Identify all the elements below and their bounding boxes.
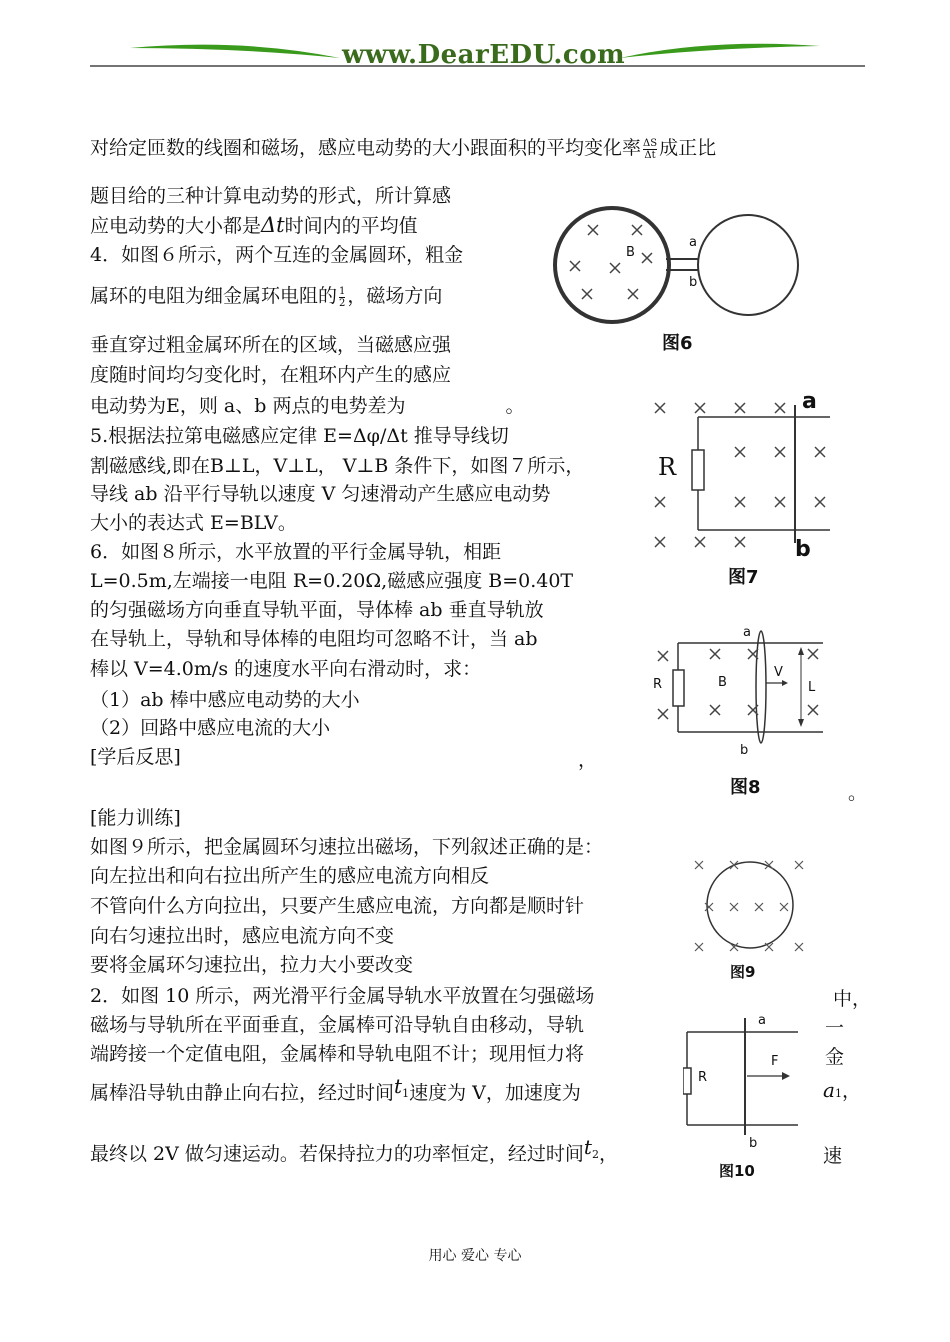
text-line: 要将金属环匀速拉出，拉力大小要改变: [90, 954, 414, 976]
field-crosses: [695, 861, 803, 951]
page-footer: 用心 爱心 专心: [428, 1248, 522, 1264]
figure-caption: 图8: [730, 777, 761, 798]
text-line: [90, 569, 573, 593]
text-line: 向左拉出和向右拉出所产生的感应电流方向相反: [90, 865, 490, 887]
text-line: 题目给的三种计算电动势的形式，所计算感: [90, 185, 452, 207]
fraction-half: [339, 286, 345, 309]
frac-num: ΔS: [643, 137, 658, 149]
label-b: b: [689, 275, 698, 290]
frac-den: Δt: [644, 149, 656, 161]
text-line: [90, 213, 418, 238]
omega-symbol: Ω: [365, 570, 382, 592]
figure-9: [690, 855, 815, 985]
line-text: 时间内的平均值: [284, 215, 418, 237]
label-b: b: [749, 1136, 758, 1151]
line-text: ，磁场方向: [347, 285, 443, 307]
text-line: [90, 136, 716, 161]
period: 。: [848, 782, 868, 804]
text-line: [90, 1074, 581, 1108]
t-symbol: t: [583, 1135, 592, 1159]
figure-9-drawing: [690, 855, 815, 960]
text-line: [能力训练]: [90, 807, 181, 829]
label-a: a: [743, 625, 751, 640]
figure-6: [552, 205, 842, 365]
a1-symbol: [823, 1076, 861, 1103]
text-line: [90, 1135, 618, 1169]
comma: ，: [578, 749, 598, 771]
line-text: 最终以 2V 做匀速运动。若保持拉力的功率恒定，经过时间: [90, 1143, 584, 1165]
label-L: L: [808, 680, 816, 695]
text-line: 大小的表达式 E=BLV。: [90, 512, 297, 534]
field-crosses: [570, 225, 652, 299]
text-line: （2）回路中感应电流的大小: [90, 717, 331, 739]
figure-caption: 图9: [730, 963, 756, 981]
figure-caption: 图6: [662, 333, 693, 354]
line-text: 属棒沿导轨由静止向右拉，经过时间: [90, 1082, 395, 1104]
field-crosses: [655, 403, 825, 547]
line-text: 应电动势的大小都是: [90, 215, 262, 237]
frac-num: 1: [339, 285, 346, 297]
text-line: 垂直穿过粗金属环所在的区域，当磁感应强: [90, 334, 452, 356]
label-a: a: [689, 235, 697, 250]
label-F: F: [771, 1054, 779, 1069]
frac-den: 2: [339, 297, 346, 309]
text-line: 如图９所示，把金属圆环匀速拉出磁场，下列叙述正确的是：: [90, 836, 604, 858]
subscript: 1: [834, 1087, 842, 1100]
text-line: [90, 284, 442, 309]
figure-7: [650, 389, 840, 595]
label-B: B: [718, 675, 727, 690]
figure-caption: 图7: [728, 567, 759, 588]
figure-6-drawing: [552, 205, 842, 325]
text-line: 向右匀速拉出时，感应电流方向不变: [90, 925, 395, 947]
figure-10: [683, 1010, 808, 1185]
site-logo: www.DearEDU.com: [342, 40, 626, 70]
label-a: a: [802, 389, 817, 414]
t-symbol: t: [394, 1074, 403, 1098]
text-line: 端跨接一个定值电阻，金属棒和导轨电阻不计；现用恒力将: [90, 1043, 585, 1065]
label-R: R: [658, 453, 677, 481]
fraction-ds-dt: [643, 138, 657, 161]
figure-8: [648, 625, 833, 800]
label-R: R: [653, 677, 663, 692]
line-text: 。: [505, 395, 525, 417]
text-line: 4．如图６所示，两个互连的金属圆环，粗金: [90, 244, 464, 266]
text-line: 在导轨上，导轨和导体棒的电阻均可忽略不计，当 ab: [90, 628, 538, 650]
text-line: [学后反思]: [90, 746, 181, 768]
text-line: 6．如图８所示，水平放置的平行金属导轨，相距: [90, 541, 502, 563]
label-a: a: [758, 1013, 766, 1028]
text-line: 2．如图 10 所示，两光滑平行金属导轨水平放置在匀强磁场: [90, 985, 595, 1007]
line-tail: 中，: [833, 988, 872, 1010]
figure-7-drawing: [650, 395, 840, 560]
figure-8-drawing: [648, 625, 833, 760]
label-V: V: [774, 665, 783, 680]
text-line: 度随时间均匀变化时，在粗环内产生的感应: [90, 364, 452, 386]
line-text: 属环的电阻为细金属环电阻的: [90, 285, 338, 307]
text-line: [90, 394, 524, 418]
text-line: 磁场与导轨所在平面垂直，金属棒可沿导轨自由移动，导轨: [90, 1014, 585, 1036]
line-tail: 成正比: [659, 137, 717, 159]
subscript: 2: [591, 1148, 599, 1161]
line-tail: 金: [825, 1046, 845, 1068]
comma: ，: [598, 1143, 618, 1165]
line-text: 对给定匝数的线圈和磁场，感应电动势的大小跟面积的平均变化率: [90, 137, 642, 159]
line-text: L=0.5m,左端接一电阻 R=0.20: [90, 570, 366, 592]
label-B: B: [626, 245, 635, 260]
line-tail: 一: [825, 1017, 845, 1039]
text-line: 的匀强磁场方向垂直导轨平面，导体棒 ab 垂直导轨放: [90, 599, 544, 621]
label-b: b: [795, 537, 811, 562]
line-text: ,磁感应强度 B=0.40T: [381, 570, 574, 592]
line-tail: 速: [823, 1145, 843, 1167]
text-line: （1）ab 棒中感应电动势的大小: [90, 689, 360, 711]
text-line: 导线 ab 沿平行导轨以速度 V 匀速滑动产生感应电动势: [90, 483, 551, 505]
a-symbol: a: [823, 1078, 835, 1102]
delta-t: Δt: [261, 213, 285, 237]
text-line: 棒以 V=4.0m/s 的速度水平向右滑动时，求：: [90, 658, 482, 680]
label-b: b: [740, 743, 749, 758]
comma: ，: [841, 1080, 861, 1102]
subscript: 1: [402, 1087, 410, 1100]
text-line: 不管向什么方向拉出，只要产生感应电流，方向都是顺时针: [90, 895, 585, 917]
figure-caption: 图10: [719, 1162, 755, 1180]
line-text: 速度为 V，加速度为: [409, 1082, 581, 1104]
text-line: 割磁感线,即在B⊥L，V⊥L， V⊥B 条件下，如图７所示，: [90, 455, 585, 477]
label-R: R: [698, 1070, 708, 1085]
line-text: 电动势为E，则 a、b 两点的电势差为: [90, 395, 406, 417]
text-line: 5.根据法拉第电磁感应定律 E=Δφ/Δt 推导导线切: [90, 425, 509, 447]
